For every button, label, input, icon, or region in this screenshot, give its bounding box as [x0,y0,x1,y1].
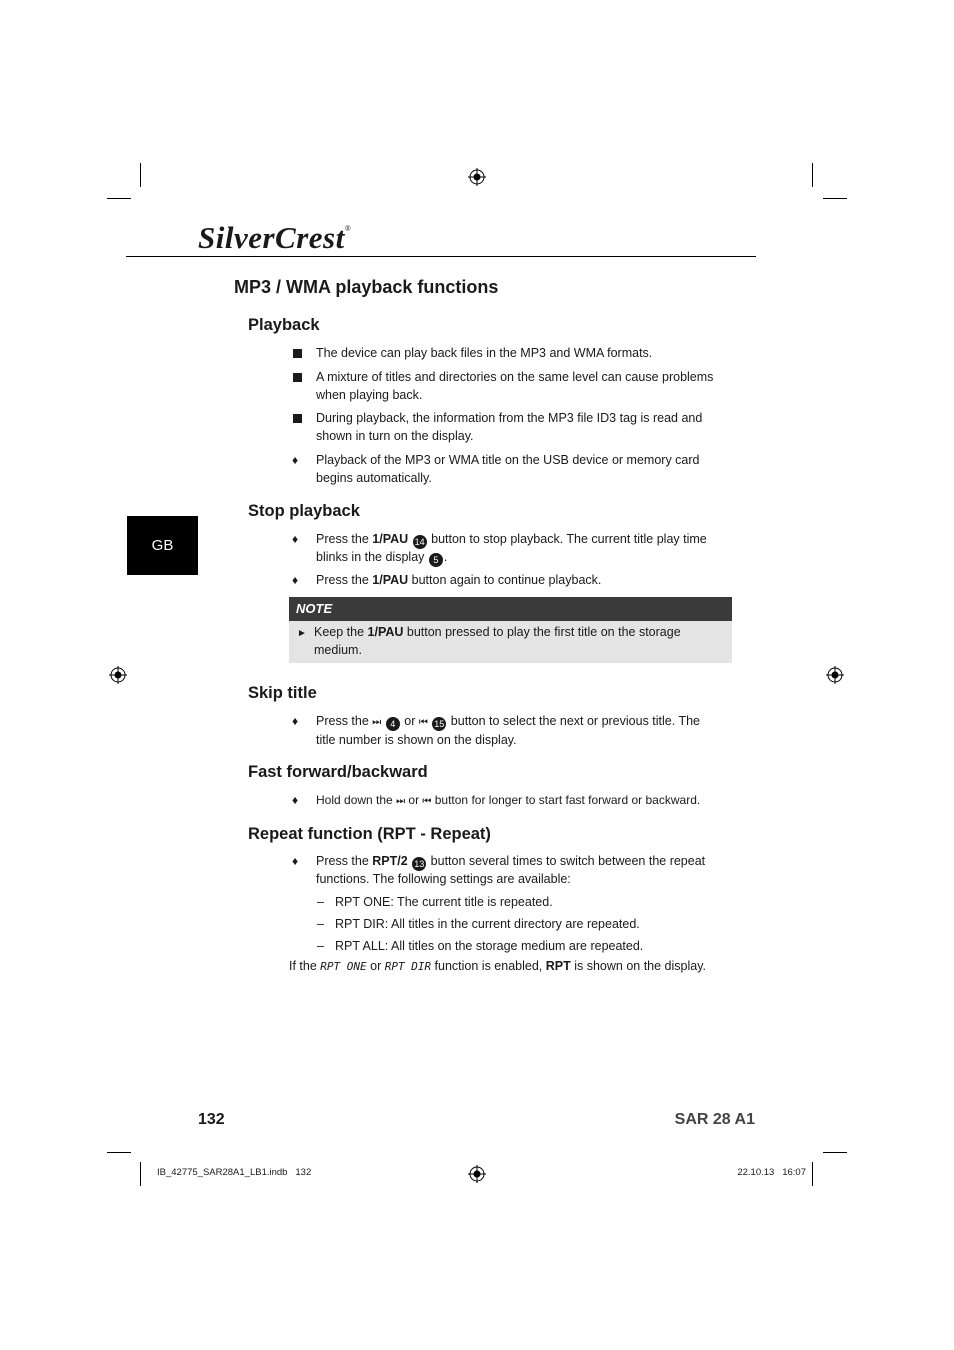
square-bullet-icon [293,373,302,382]
section-heading-skip-title: Skip title [248,684,317,702]
file-info: IB_42775_SAR28A1_LB1.indb 132 [157,1167,312,1178]
list-item-text: A mixture of titles and directories on the same level can cause problems when playing back. [316,370,714,402]
list-item-text [316,531,716,567]
list-item [292,345,742,363]
list-item-text: During playback, the information from the MP3 file ID3 tag is read and shown in turn on the display. [316,411,703,443]
crop-mark [107,1152,131,1153]
key-label: RPT [545,959,571,973]
crop-mark [812,163,813,187]
repeat-option-text: RPT ONE: The current title is repeated. [335,895,553,909]
text: button to stop playback. The current title play time blinks in the display [316,532,707,564]
list-item [292,853,742,889]
key-label: 1/PAU [372,573,409,587]
list-item-text: The device can play back files in the MP3 and WMA formats. [316,346,653,360]
square-bullet-icon [293,349,302,358]
display-text: RPT DIR [384,960,432,973]
registration-mark-icon [826,666,844,684]
page-number: 132 [198,1111,225,1128]
text: Press the [316,714,373,728]
list-item-text: Playback of the MP3 or WMA title on the USB device or memory card begins automatically. [316,453,700,485]
text: Hold down the [316,793,397,807]
note-header [289,597,732,621]
dash-bullet-icon: – [317,917,324,931]
repeat-footer-text [289,958,706,976]
crop-mark [823,1152,847,1153]
text: . [443,550,448,564]
repeat-option [317,894,553,912]
registration-mark-icon [468,1165,486,1183]
list-item [292,713,742,749]
diamond-bullet-icon: ♦ [292,793,299,807]
model-number: SAR 28 A1 [674,1111,755,1128]
square-bullet-icon [293,414,302,423]
registration-mark-icon [109,666,127,684]
note-body [289,621,732,663]
text: button to select the next or previous title. The title number is shown on the display. [316,714,701,747]
registration-mark-icon [468,168,486,186]
text: Press the [316,532,373,546]
skip-next-icon: ⏭ [372,717,382,728]
repeat-option-text: RPT DIR: All titles in the current directory are repeated. [335,917,640,931]
list-item-text [316,713,716,749]
reference-number: 15 [434,719,445,729]
text: or [405,793,423,807]
reference-number: 4 [386,717,400,731]
dash-bullet-icon: – [317,895,324,909]
section-heading-fast-forward: Fast forward/backward [248,763,428,781]
list-item [292,531,742,567]
list-item [292,369,742,404]
brand-name: SilverCrest [198,220,345,255]
repeat-option [317,916,640,934]
dash-bullet-icon: – [317,939,324,953]
reference-number: 13 [414,859,425,869]
list-item-text [316,792,746,811]
list-item [292,792,742,811]
key-label: 1/PAU [372,532,409,546]
crop-mark [107,198,131,199]
reference-number: 14 [414,537,425,547]
text: Keep the [314,625,368,639]
note-text [314,624,689,659]
header-rule [126,256,756,257]
text: Press the [316,854,373,868]
text: or [366,959,385,973]
repeat-option [317,938,643,956]
reference-number: 5 [429,553,443,567]
text: button pressed to play the first title on the storage medium. [314,625,681,657]
display-text: RPT ONE [320,960,367,973]
diamond-bullet-icon: ♦ [292,453,299,467]
section-heading-playback: Playback [248,316,320,334]
text: Press the [316,573,373,587]
list-item [292,410,742,445]
crop-mark [823,198,847,199]
diamond-bullet-icon: ♦ [292,714,299,728]
language-tab [127,516,198,575]
repeat-option-text: RPT ALL: All titles on the storage medium are repeated. [335,939,644,953]
brand-logo [198,220,351,256]
crop-mark [140,163,141,187]
crop-mark [140,1162,141,1186]
page-title: MP3 / WMA playback functions [234,277,499,297]
language-tab-label: GB [151,537,174,554]
key-label: RPT/2 [372,854,408,868]
list-item-text [316,853,716,889]
note-label: NOTE [296,601,333,616]
text: button for longer to start fast forward or backward. [431,793,701,807]
text: button several times to switch between the repeat functions. The following settings are available: [316,854,706,886]
text: function is enabled, [431,959,546,973]
skip-previous-icon: ⏮ [422,796,432,807]
diamond-bullet-icon: ♦ [292,854,299,868]
note-item [297,624,727,659]
list-item-text [316,572,742,590]
skip-next-icon: ⏭ [396,796,406,807]
arrow-bullet-icon: ► [297,628,307,639]
text: is shown on the display. [570,959,706,973]
section-heading-repeat: Repeat function (RPT - Repeat) [248,825,491,843]
print-timestamp: 22.10.13 16:07 [737,1167,806,1178]
skip-previous-icon: ⏮ [418,717,428,728]
list-item [292,452,742,487]
diamond-bullet-icon: ♦ [292,573,299,587]
diamond-bullet-icon: ♦ [292,532,299,546]
section-heading-stop-playback: Stop playback [248,502,360,520]
brand-mark: ® [344,224,352,233]
text: or [400,714,419,728]
key-label: 1/PAU [367,625,404,639]
text: If the [289,959,321,973]
crop-mark [812,1162,813,1186]
list-item [292,572,742,590]
text: button again to continue playback. [408,573,602,587]
